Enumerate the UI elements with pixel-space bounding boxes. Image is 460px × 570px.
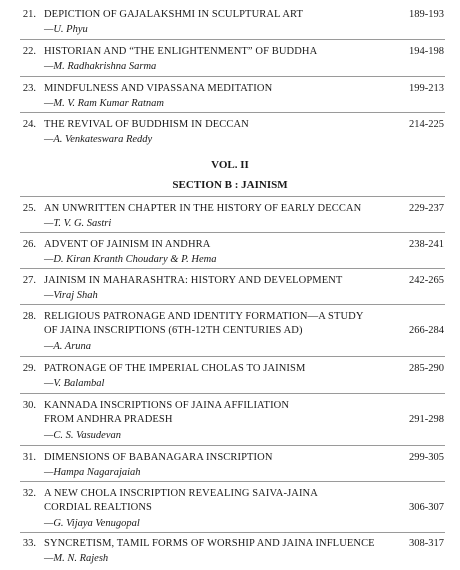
divider: [20, 196, 445, 197]
entry-author: —T. V. G. Sastri: [44, 218, 112, 229]
entry-title: [44, 537, 374, 551]
entry-title: [44, 274, 374, 288]
entry-pages: 238-241: [409, 239, 444, 250]
entry-pages: 308-317: [409, 538, 444, 549]
entry-title: [44, 399, 374, 427]
entry-title-line: CORDIAL REALTIONS: [44, 502, 152, 513]
entry-pages: 199-213: [409, 83, 444, 94]
entry-pages: 306-307: [409, 502, 444, 513]
divider: [20, 356, 445, 357]
entry-number: 33.: [22, 538, 36, 549]
entry-number: 21.: [22, 9, 36, 20]
entry-title-line: A NEW CHOLA INSCRIPTION REVEALING SAIVA-JAINA: [44, 488, 318, 499]
entry-title-line: ADVENT OF JAINISM IN ANDHRA: [44, 239, 211, 250]
entry-pages: 266-284: [409, 325, 444, 336]
entry-author: —G. Vijaya Venugopal: [44, 518, 140, 529]
entry-pages: 194-198: [409, 46, 444, 57]
entry-author: —C. S. Vasudevan: [44, 430, 121, 441]
entry-title: [44, 238, 374, 252]
entry-title: [44, 8, 374, 22]
entry-title: [44, 487, 374, 515]
entry-title: [44, 118, 374, 132]
entry-number: 22.: [22, 46, 36, 57]
entry-number: 25.: [22, 203, 36, 214]
entry-author: —D. Kiran Kranth Choudary & P. Hema: [44, 254, 217, 265]
entry-pages: 242-265: [409, 275, 444, 286]
entry-number: 23.: [22, 83, 36, 94]
divider: [20, 76, 445, 77]
entry-author: —Hampa Nagarajaiah: [44, 467, 141, 478]
divider: [20, 393, 445, 394]
entry-title: [44, 310, 374, 338]
divider: [20, 304, 445, 305]
divider: [20, 481, 445, 482]
entry-pages: 285-290: [409, 363, 444, 374]
entry-author: —M. V. Ram Kumar Ratnam: [44, 98, 164, 109]
entry-title-line: DEPICTION OF GAJALAKSHMI IN SCULPTURAL ART: [44, 9, 303, 20]
entry-title: [44, 202, 374, 216]
entry-title-line: FROM ANDHRA PRADESH: [44, 414, 173, 425]
entry-title-line: JAINISM IN MAHARASHTRA: HISTORY AND DEVELOPMENT: [44, 275, 343, 286]
divider: [20, 445, 445, 446]
entry-number: 26.: [22, 239, 36, 250]
entry-title-line: THE REVIVAL OF BUDDHISM IN DECCAN: [44, 119, 249, 130]
entry-number: 32.: [22, 488, 36, 499]
divider: [20, 232, 445, 233]
divider: [20, 268, 445, 269]
section-heading: SECTION B : JAINISM: [172, 179, 288, 191]
entry-title-line: KANNADA INSCRIPTIONS OF JAINA AFFILIATION: [44, 400, 290, 411]
entry-number: 30.: [22, 400, 36, 411]
entry-author: —V. Balambal: [44, 378, 105, 389]
entry-title-line: OF JAINA INSCRIPTIONS (6TH-12TH CENTURIES AD): [44, 325, 303, 336]
entry-pages: 189-193: [409, 9, 444, 20]
entry-author: —A. Venkateswara Reddy: [44, 134, 153, 145]
entry-title-line: HISTORIAN AND “THE ENLIGHTENMENT” OF BUDDHA: [44, 46, 318, 57]
entry-title: [44, 45, 374, 59]
divider: [20, 39, 445, 40]
entry-author: —M. N. Rajesh: [44, 553, 109, 564]
entry-title-line: SYNCRETISM, TAMIL FORMS OF WORSHIP AND JAINA INFLUENCE: [44, 538, 375, 549]
divider: [20, 532, 445, 533]
entry-number: 27.: [22, 275, 36, 286]
entry-author: —Viraj Shah: [44, 290, 98, 301]
entry-title-line: AN UNWRITTEN CHAPTER IN THE HISTORY OF EARLY DECCAN: [44, 203, 362, 214]
entry-number: 28.: [22, 311, 36, 322]
entry-author: —U. Phyu: [44, 24, 88, 35]
entry-title-line: DIMENSIONS OF BABANAGARA INSCRIPTION: [44, 452, 273, 463]
entry-title: [44, 451, 374, 465]
divider: [20, 112, 445, 113]
volume-heading: VOL. II: [211, 159, 249, 171]
entry-pages: 214-225: [409, 119, 444, 130]
entry-title: [44, 82, 374, 96]
entry-pages: 291-298: [409, 414, 444, 425]
entry-pages: 299-305: [409, 452, 444, 463]
entry-author: —M. Radhakrishna Sarma: [44, 61, 157, 72]
entry-title: [44, 362, 374, 376]
entry-number: 31.: [22, 452, 36, 463]
entry-pages: 229-237: [409, 203, 444, 214]
entry-title-line: RELIGIOUS PATRONAGE AND IDENTITY FORMATION—A STUDY: [44, 311, 364, 322]
entry-title-line: PATRONAGE OF THE IMPERIAL CHOLAS TO JAINISM: [44, 363, 306, 374]
entry-number: 24.: [22, 119, 36, 130]
entry-author: —A. Aruna: [44, 341, 92, 352]
entry-title-line: MINDFULNESS AND VIPASSANA MEDITATION: [44, 83, 273, 94]
entry-number: 29.: [22, 363, 36, 374]
